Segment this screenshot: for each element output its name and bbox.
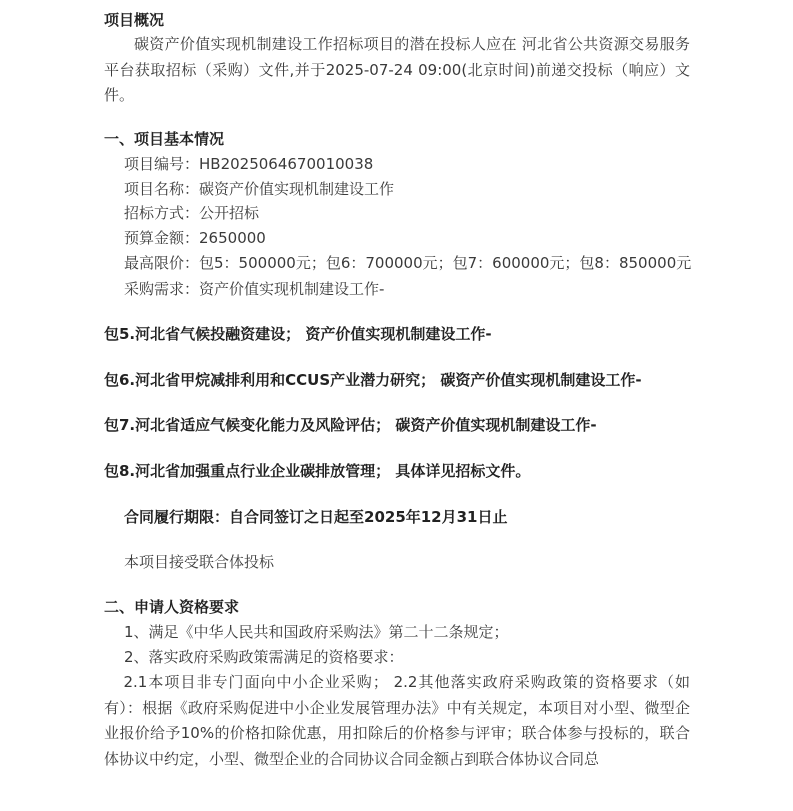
section2-heading: 二、申请人资格要求 — [104, 598, 240, 616]
package-5: 包5.河北省气候投融资建设； 资产价值实现机制建设工作- — [104, 325, 492, 343]
contract-period: 合同履行期限：自合同签订之日起至2025年12月31日止 — [124, 508, 508, 526]
qualification-detail: 2.1本项目非专门面向中小企业采购； 2.2其他落实政府采购政策的资格要求（如有）：根据《政府采购促进中小企业发展管理办法》中有关规定，本项目对小型、微型企业报价给予10%的价格扣除优惠，用扣除后的价格参与评审；联合体参与投标的，联合体协议中约定，小型、微型企业的合同协议合同金额占到联合体协议合同总 — [104, 673, 690, 768]
field-label: 最高限价： — [124, 254, 200, 272]
field-requirement — [124, 277, 384, 301]
overview-heading: 项目概况 — [104, 11, 165, 29]
field-value: 包5：500000元；包6：700000元；包7：600000元；包8：850000元 — [199, 254, 692, 272]
field-value: 公开招标 — [199, 204, 260, 222]
qualification-item-1: 1、满足《中华人民共和国政府采购法》第二十二条规定； — [124, 623, 509, 641]
field-label: 预算金额： — [124, 229, 200, 247]
qualification-item-2: 2、落实政府采购政策需满足的资格要求： — [124, 648, 404, 666]
field-bid-method — [124, 201, 259, 225]
field-label: 采购需求： — [124, 280, 200, 298]
field-value: 碳资产价值实现机制建设工作 — [199, 180, 395, 198]
field-value: 2650000 — [199, 229, 266, 247]
field-max-price — [124, 251, 691, 275]
field-value: HB2025064670010038 — [199, 155, 374, 173]
field-label: 项目名称： — [124, 180, 200, 198]
field-project-name — [124, 177, 394, 201]
overview-text: 碳资产价值实现机制建设工作招标项目的潜在投标人应在 河北省公共资源交易服务平台获取招标（采购）文件,并于2025-07-24 09:00(北京时间)前递交投标（响应）文件。 — [104, 35, 690, 104]
package-7: 包7.河北省适应气候变化能力及风险评估； 碳资产价值实现机制建设工作- — [104, 416, 597, 434]
joint-bid-note: 本项目接受联合体投标 — [124, 553, 275, 571]
package-8: 包8.河北省加强重点行业企业碳排放管理； 具体详见招标文件。 — [104, 462, 531, 480]
field-budget — [124, 226, 266, 250]
package-6: 包6.河北省甲烷减排利用和CCUS产业潜力研究； 碳资产价值实现机制建设工作- — [104, 371, 642, 389]
field-project-number — [124, 152, 373, 176]
field-value: 资产价值实现机制建设工作- — [199, 280, 385, 298]
section1-heading: 一、项目基本情况 — [104, 130, 225, 148]
field-label: 招标方式： — [124, 204, 200, 222]
field-label: 项目编号： — [124, 155, 200, 173]
